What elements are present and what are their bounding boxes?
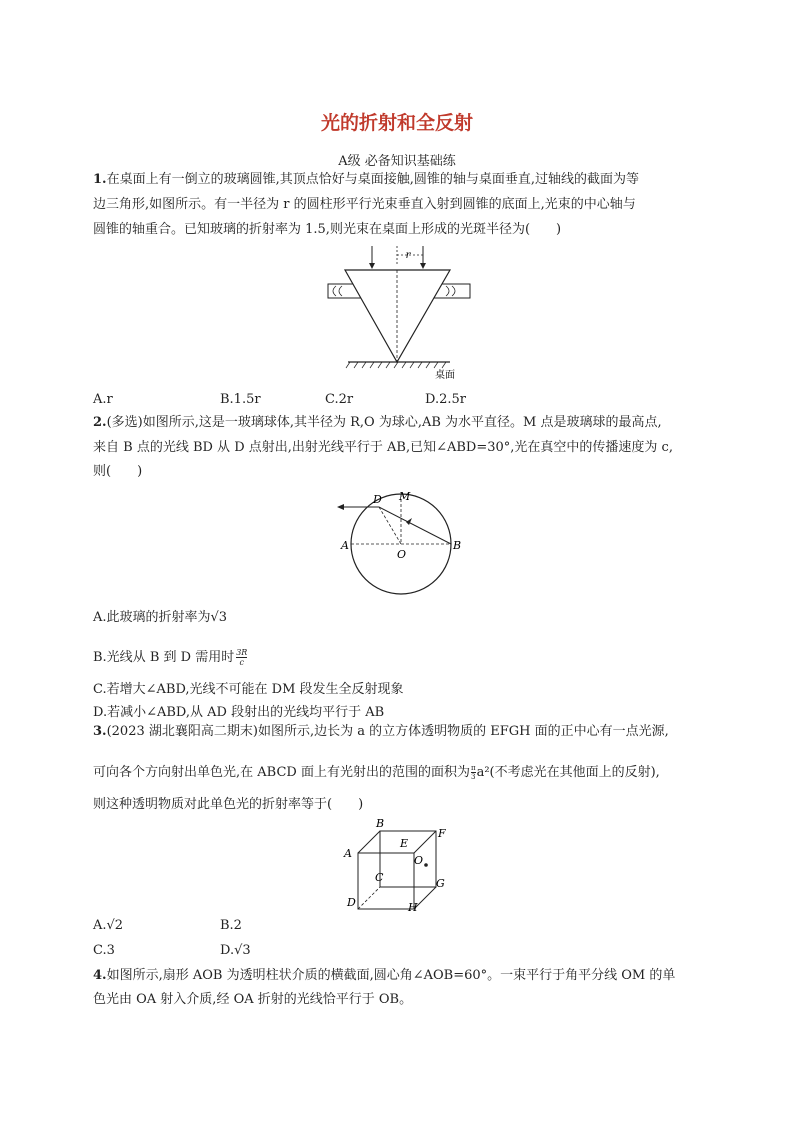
q3-fraction <box>471 764 476 781</box>
q2-line-1 <box>93 415 662 431</box>
q4-text-1: 如图所示,扇形 AOB 为透明柱状介质的横截面,圆心角∠AOB=60°。一束平行于角平分线 OM 的单 <box>106 968 676 983</box>
q2-option-c[interactable]: C.若增大∠ABD,光线不可能在 DM 段发生全反射现象 <box>93 682 404 697</box>
q3-label-o: O <box>414 854 424 867</box>
q2-option-b-denominator: c <box>239 658 244 667</box>
q1-option-a[interactable]: A.r <box>93 392 113 407</box>
q3-label-d: D <box>347 896 356 909</box>
q1-line-2: 边三角形,如图所示。有一半径为 r 的圆柱形平行光束垂直入射到圆锥的底面上,光束的中心轴与 <box>93 197 636 212</box>
q3-line-2 <box>93 764 660 781</box>
q4-line-1 <box>93 968 675 984</box>
q2-option-a[interactable]: A.此玻璃的折射率为√3 <box>93 610 228 625</box>
q4-number: 4. <box>93 968 107 983</box>
q3-label-g: G <box>436 877 445 890</box>
q3-cube-figure <box>340 818 460 913</box>
q3-option-c[interactable]: C.3 <box>93 943 115 958</box>
q2-label-m: M <box>399 490 411 503</box>
q3-text-1: (2023 湖北襄阳高二期末)如图所示,边长为 a 的立方体透明物质的 EFGH 面的正中心有一点光源, <box>106 724 669 739</box>
q2-label-b: B <box>453 539 462 552</box>
q1-option-d[interactable]: D.2.5r <box>425 392 466 407</box>
q2-option-d[interactable]: D.若减小∠ABD,从 AD 段射出的光线均平行于 AB <box>93 705 385 720</box>
page-title: 光的折射和全反射 <box>320 112 473 134</box>
section-level: A级 必备知识基础练 <box>338 154 456 169</box>
q3-option-d[interactable]: D.√3 <box>220 943 251 958</box>
q3-fraction-numerator: π <box>470 764 476 772</box>
q3-number: 3. <box>93 724 107 739</box>
q3-option-b[interactable]: B.2 <box>220 918 242 933</box>
q3-fraction-denominator: 3 <box>471 773 476 781</box>
q3-option-a[interactable]: A.√2 <box>93 918 124 933</box>
q3-text-2: 可向各个方向射出单色光,在 ABCD 面上有光射出的范围的面积为 <box>93 765 470 780</box>
q1-option-c[interactable]: C.2r <box>325 392 354 407</box>
q3-line-3: 则这种透明物质对此单色光的折射率等于( ) <box>93 797 364 812</box>
q1-line-1 <box>93 172 639 188</box>
q2-line-3: 则( ) <box>93 464 143 479</box>
q1-number: 1. <box>93 172 107 187</box>
q3-label-h: H <box>408 901 418 913</box>
q3-label-b: B <box>376 818 385 830</box>
q3-label-a: A <box>344 847 352 860</box>
q2-text-1: (多选)如图所示,这是一玻璃球体,其半径为 R,O 为球心,AB 为水平直径。M 点是玻璃球的最高点, <box>106 415 662 430</box>
q1-fig-r-label: r <box>405 250 411 261</box>
q2-label-d: D <box>373 493 382 506</box>
q3-text-2b: a²(不考虑光在其他面上的反射), <box>476 765 660 780</box>
q1-fig-table-label: 桌面 <box>435 370 455 381</box>
q2-line-2: 来自 B 点的光线 BD 从 D 点射出,出射光线平行于 AB,已知∠ABD=30°,光在真空中的传播速度为 c, <box>93 440 673 455</box>
q1-option-b[interactable]: B.1.5r <box>220 392 261 407</box>
q2-number: 2. <box>93 415 107 430</box>
q2-sphere-figure <box>330 485 470 597</box>
q3-line-1 <box>93 724 669 740</box>
q1-line-3: 圆锥的轴重合。已知玻璃的折射率为 1.5,则光束在桌面上形成的光斑半径为( ) <box>93 222 562 237</box>
q3-label-e: E <box>400 837 409 850</box>
q1-text-1: 在桌面上有一倒立的玻璃圆锥,其顶点恰好与桌面接触,圆锥的轴与桌面垂直,过轴线的截面为等 <box>106 172 639 187</box>
q4-line-2: 色光由 OA 射入介质,经 OA 折射的光线恰平行于 OB。 <box>93 992 413 1007</box>
q3-label-c: C <box>375 871 384 884</box>
q1-cone-figure <box>320 238 480 383</box>
q2-label-a: A <box>341 539 349 552</box>
q2-label-o: O <box>397 548 407 561</box>
q2-option-b[interactable] <box>93 646 247 667</box>
q3-label-f: F <box>438 827 446 840</box>
q2-option-b-numerator: 3R <box>236 648 248 657</box>
q2-option-b-fraction <box>236 648 247 667</box>
q2-option-b-text: B.光线从 B 到 D 需用时 <box>93 650 235 665</box>
